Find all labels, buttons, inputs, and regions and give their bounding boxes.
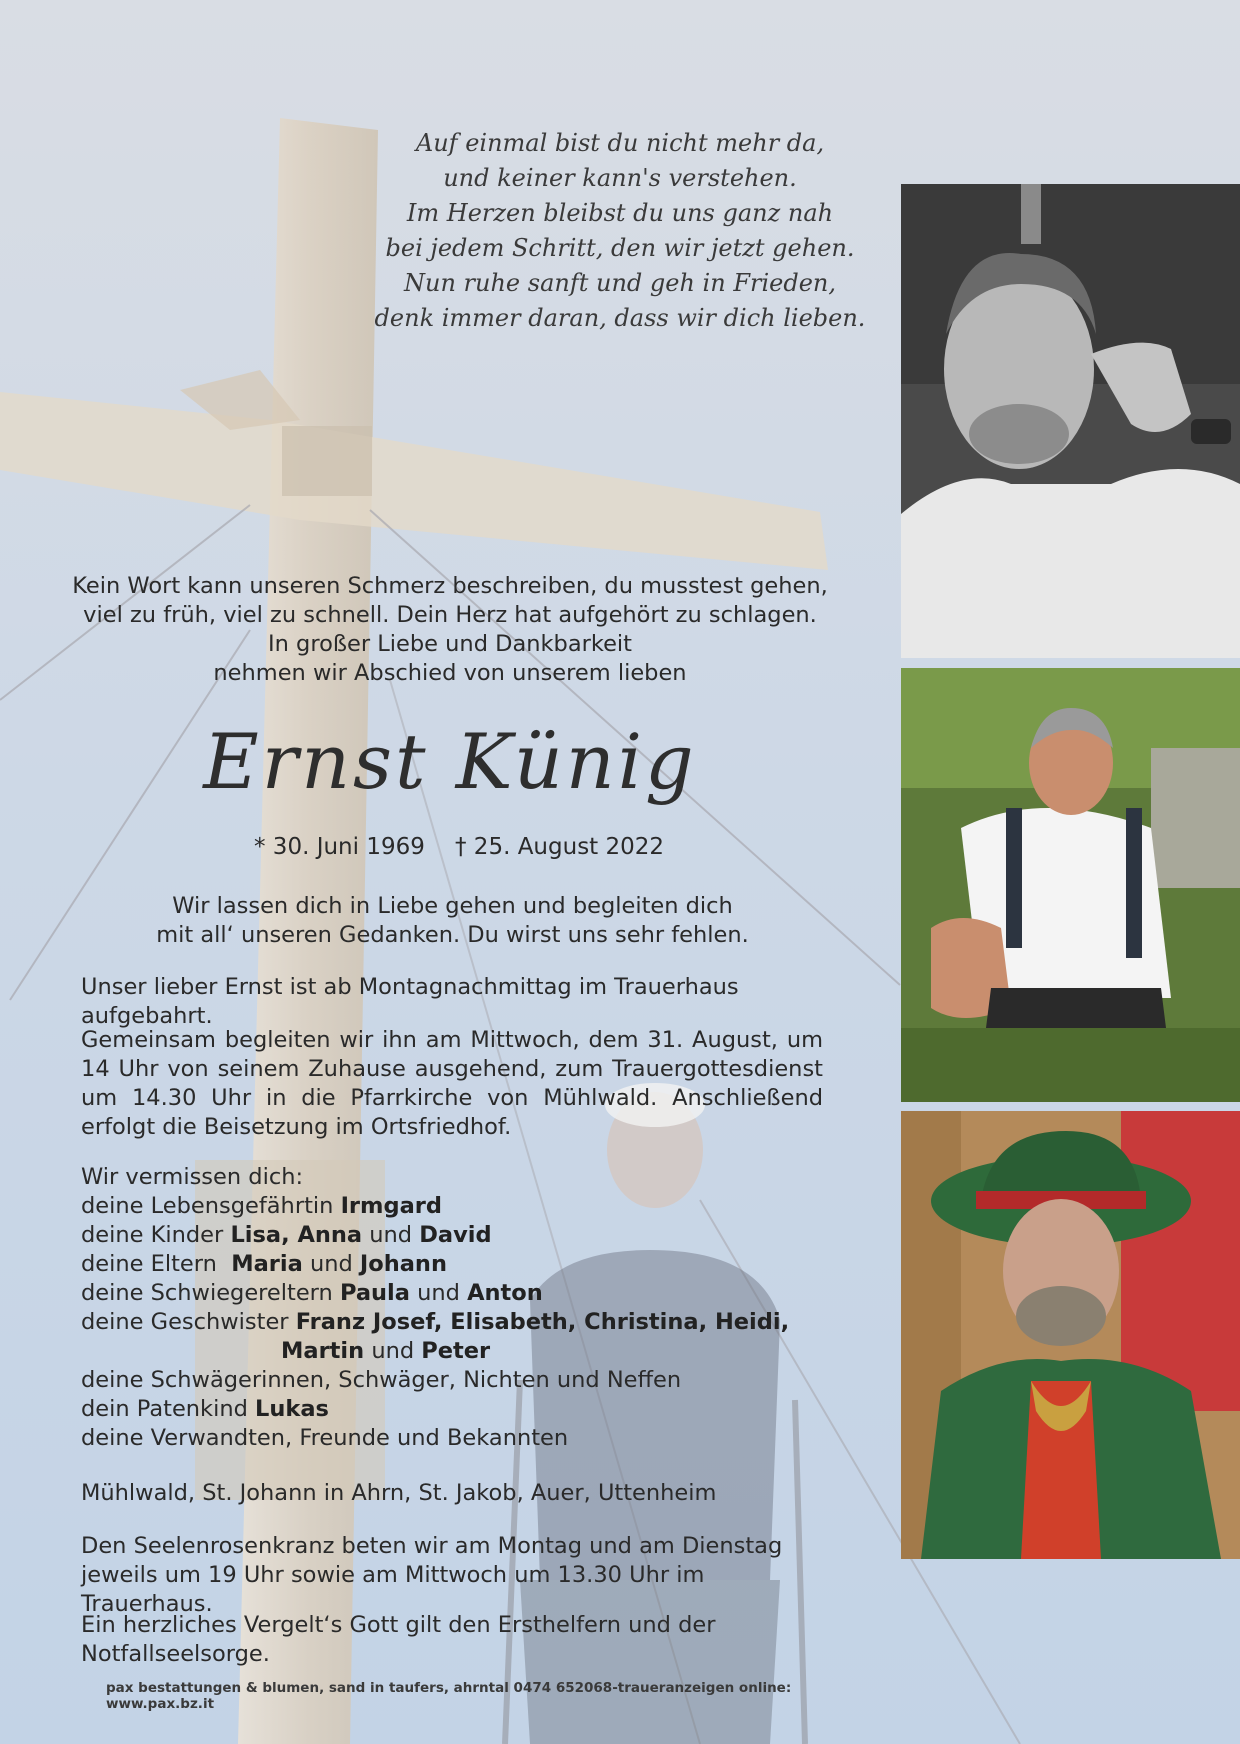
intro-text <box>70 572 830 688</box>
deceased-name: Ernst Künig <box>203 717 697 806</box>
mourner-line <box>81 1279 823 1308</box>
footer-funeral-home: pax bestattungen & blumen, sand in taufers, ahrntal 0474 652068-traueranzeigen online: www.pax.bz.it <box>106 1680 792 1712</box>
mourner-name: Johann <box>359 1251 447 1277</box>
funeral-notice: Gemeinsam begleiten wir ihn am Mittwoch, dem 31. August, um 14 Uhr von seinem Zuhause ausgehend, zum Trauergottesdienst um 14.30 Uhr in die Pfarrkirche von Mühlwald. Anschließend erfolgt die Beisetzung im Ortsfriedhof. <box>81 1027 823 1140</box>
places-line: Mühlwald, St. Johann in Ahrn, St. Jakob, Auer, Uttenheim <box>81 1480 717 1506</box>
poem-line: denk immer daran, dass wir dich lieben. <box>374 304 866 332</box>
intro-line: Kein Wort kann unseren Schmerz beschreiben, du musstest gehen, <box>72 573 828 599</box>
photo-traditional-costume <box>901 1111 1240 1559</box>
mourner-line <box>81 1337 823 1366</box>
conjunction: und <box>369 1222 413 1248</box>
mourner-name: Anton <box>467 1280 543 1306</box>
mourner-name: Lisa, Anna <box>230 1222 363 1248</box>
intro-line: In großer Liebe und Dankbarkeit <box>268 631 632 657</box>
poem-line: Im Herzen bleibst du uns ganz nah <box>406 199 834 227</box>
mourner-name: Franz Josef, Elisabeth, Christina, Heidi, <box>295 1309 790 1335</box>
thanks-line: Ein herzliches Vergelt‘s Gott gilt den Ersthelfern und der Notfallseelsorge. <box>81 1612 716 1667</box>
mourner-line <box>81 1395 823 1424</box>
mourner-name: Peter <box>421 1338 491 1364</box>
mourner-name: Lukas <box>255 1396 329 1422</box>
mourner-line: deine Verwandten, Freunde und Bekannten <box>81 1425 569 1451</box>
mourner-relation: deine Eltern <box>81 1251 217 1277</box>
conjunction: und <box>309 1251 353 1277</box>
memorial-poem <box>370 126 870 336</box>
conjunction: und <box>371 1338 415 1364</box>
mourner-name: Irmgard <box>340 1193 442 1219</box>
laying-out-notice: Unser lieber Ernst ist ab Montagnachmittag im Trauerhaus aufgebahrt. <box>81 974 739 1029</box>
photo-hiker-meadow <box>901 668 1240 1102</box>
intro-line: viel zu früh, viel zu schnell. Dein Herz hat aufgehört zu schlagen. <box>83 602 817 628</box>
poem-line: bei jedem Schritt, den wir jetzt gehen. <box>385 234 855 262</box>
mourner-line: deine Schwägerinnen, Schwäger, Nichten und Neffen <box>81 1367 682 1393</box>
mourners-heading: Wir vermissen dich: <box>81 1164 304 1190</box>
poem-line: Auf einmal bist du nicht mehr da, <box>415 129 825 157</box>
rosary-notice: Den Seelenrosenkranz beten wir am Montag und am Dienstag jeweils um 19 Uhr sowie am Mittwoch um 13.30 Uhr im Trauerhaus. <box>81 1533 783 1617</box>
mourner-line <box>81 1192 823 1221</box>
poem-line: und keiner kann's verstehen. <box>443 164 797 192</box>
photo-portrait-bw <box>901 184 1240 658</box>
farewell-line: Wir lassen dich in Liebe gehen und begleiten dich <box>172 893 733 919</box>
mourner-relation: deine Geschwister <box>81 1309 289 1335</box>
mourner-relation: dein Patenkind <box>81 1396 248 1422</box>
mourners-list <box>81 1163 823 1453</box>
mourner-line <box>81 1250 823 1279</box>
mourner-name: Maria <box>231 1251 303 1277</box>
mourner-line <box>81 1308 823 1337</box>
intro-line: nehmen wir Abschied von unserem lieben <box>213 660 687 686</box>
mourner-relation: deine Lebensgefährtin <box>81 1193 334 1219</box>
birth-date: * 30. Juni 1969 <box>254 834 425 860</box>
mourner-name: David <box>419 1222 492 1248</box>
mourner-relation: deine Kinder <box>81 1222 224 1248</box>
conjunction: und <box>417 1280 460 1306</box>
mourner-relation: deine Schwiegereltern <box>81 1280 333 1306</box>
farewell-text <box>100 892 805 950</box>
mourner-name: Martin <box>281 1338 365 1364</box>
mourner-line <box>81 1221 823 1250</box>
death-date: † 25. August 2022 <box>455 834 665 860</box>
mourner-name: Paula <box>339 1280 410 1306</box>
farewell-line: mit all‘ unseren Gedanken. Du wirst uns sehr fehlen. <box>156 922 749 948</box>
poem-line: Nun ruhe sanft und geh in Frieden, <box>404 269 836 297</box>
